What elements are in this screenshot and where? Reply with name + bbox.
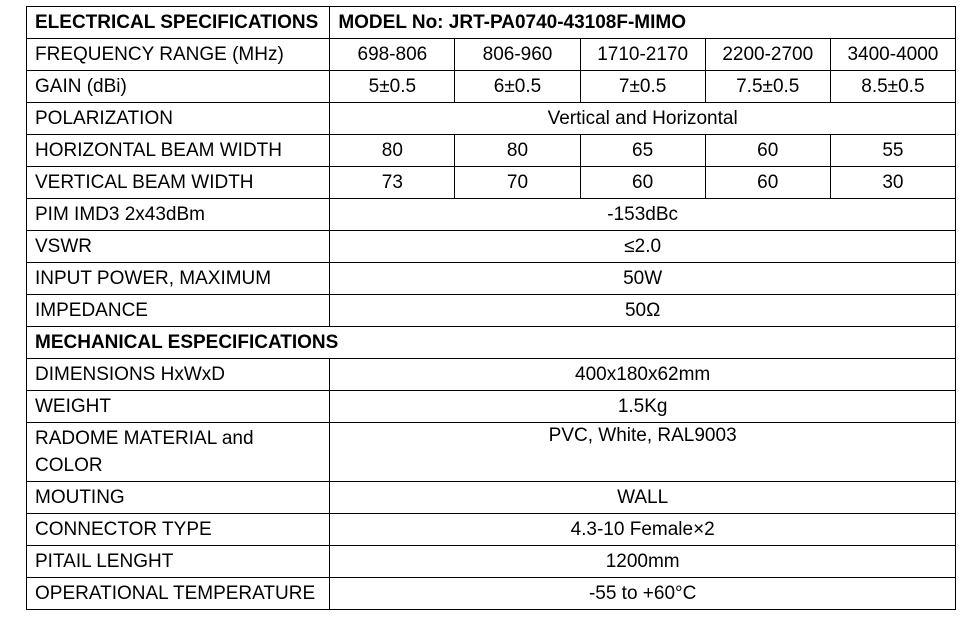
electrical-section-title: ELECTRICAL SPECIFICATIONS xyxy=(27,7,330,39)
row-label: PIM IMD3 2x43dBm xyxy=(27,199,330,231)
row-label: POLARIZATION xyxy=(27,103,330,135)
frequency-band-2: 806-960 xyxy=(455,39,580,71)
vbw-value: 60 xyxy=(705,167,830,199)
row-label: MOUTING xyxy=(27,482,330,514)
vbw-value: 73 xyxy=(330,167,455,199)
table-row xyxy=(27,263,956,295)
row-label: INPUT POWER, MAXIMUM xyxy=(27,263,330,295)
pigtail-value: 1200mm xyxy=(330,546,956,578)
vbw-value: 30 xyxy=(830,167,955,199)
table-row xyxy=(27,167,956,199)
temperature-value: -55 to +60°C xyxy=(330,578,956,610)
table-row xyxy=(27,39,956,71)
hbw-value: 55 xyxy=(830,135,955,167)
table-row xyxy=(27,199,956,231)
mounting-value: WALL xyxy=(330,482,956,514)
row-label: HORIZONTAL BEAM WIDTH xyxy=(27,135,330,167)
table-row xyxy=(27,231,956,263)
row-label: DIMENSIONS HxWxD xyxy=(27,359,330,391)
table-row xyxy=(27,103,956,135)
table-row xyxy=(27,391,956,423)
gain-value: 8.5±0.5 xyxy=(830,71,955,103)
weight-value: 1.5Kg xyxy=(330,391,956,423)
power-value: 50W xyxy=(330,263,956,295)
row-label: VSWR xyxy=(27,231,330,263)
gain-value: 6±0.5 xyxy=(455,71,580,103)
pim-value: -153dBc xyxy=(330,199,956,231)
row-label: OPERATIONAL TEMPERATURE xyxy=(27,578,330,610)
table-row xyxy=(27,482,956,514)
hbw-value: 80 xyxy=(455,135,580,167)
row-label: IMPEDANCE xyxy=(27,295,330,327)
hbw-value: 80 xyxy=(330,135,455,167)
table-row xyxy=(27,135,956,167)
vbw-value: 60 xyxy=(580,167,705,199)
row-label: VERTICAL BEAM WIDTH xyxy=(27,167,330,199)
table-row xyxy=(27,514,956,546)
frequency-band-1: 698-806 xyxy=(330,39,455,71)
frequency-band-5: 3400-4000 xyxy=(830,39,955,71)
row-label: FREQUENCY RANGE (MHz) xyxy=(27,39,330,71)
frequency-band-3: 1710-2170 xyxy=(580,39,705,71)
table-row xyxy=(27,546,956,578)
section-header-row xyxy=(27,327,956,359)
polarization-value: Vertical and Horizontal xyxy=(330,103,956,135)
impedance-value: 50Ω xyxy=(330,295,956,327)
mechanical-section-title: MECHANICAL ESPECIFICATIONS xyxy=(27,327,956,359)
row-label: RADOME MATERIAL and COLOR xyxy=(27,423,330,482)
row-label: GAIN (dBi) xyxy=(27,71,330,103)
gain-value: 7±0.5 xyxy=(580,71,705,103)
header-row xyxy=(27,7,956,39)
table-row xyxy=(27,359,956,391)
frequency-band-4: 2200-2700 xyxy=(705,39,830,71)
table-row xyxy=(27,71,956,103)
vswr-value: ≤2.0 xyxy=(330,231,956,263)
vbw-value: 70 xyxy=(455,167,580,199)
hbw-value: 60 xyxy=(705,135,830,167)
row-label: CONNECTOR TYPE xyxy=(27,514,330,546)
gain-value: 7.5±0.5 xyxy=(705,71,830,103)
radome-value: PVC, White, RAL9003 xyxy=(330,423,956,482)
model-number: MODEL No: JRT-PA0740-43108F-MIMO xyxy=(330,7,956,39)
table-row xyxy=(27,578,956,610)
table-row xyxy=(27,423,956,482)
connector-value: 4.3-10 Female×2 xyxy=(330,514,956,546)
row-label: WEIGHT xyxy=(27,391,330,423)
hbw-value: 65 xyxy=(580,135,705,167)
dimensions-value: 400x180x62mm xyxy=(330,359,956,391)
row-label: PITAIL LENGHT xyxy=(27,546,330,578)
spec-table xyxy=(26,6,956,610)
table-row xyxy=(27,295,956,327)
gain-value: 5±0.5 xyxy=(330,71,455,103)
